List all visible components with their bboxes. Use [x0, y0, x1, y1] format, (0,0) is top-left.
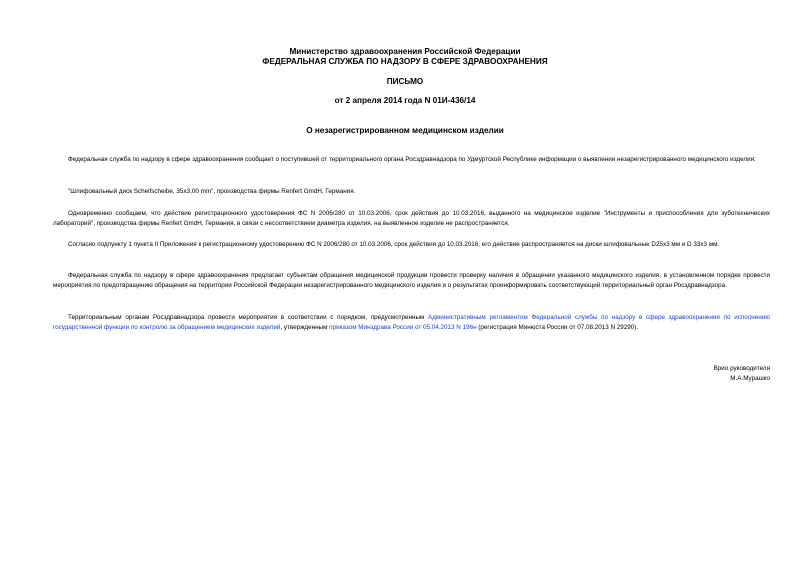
document-subject: О незарегистрированном медицинском изделии	[306, 126, 504, 135]
paragraph-3: Одновременно сообщаем, что действие регистрационного удостоверения ФС N 2006/280 от 10.03.2006, срок действия до 10.03.2016, выданного на медицинское изделие "Инструменты и приспособления для зуботехнических лабораторий", производства фирмы Renfert GmdH, Германия, в связи с несоответствием диаметра изделия, на выявленное изделие не распространяется.	[53, 210, 770, 228]
regulation-link[interactable]: Административным регламентом Федеральной службы по надзору в сфере здравоохранения по исполнению государственной функции по контролю за обращением медицинских изделий	[53, 314, 770, 332]
ministry-name: Министерство здравоохранения Российской Федерации	[289, 47, 521, 56]
paragraph-6	[53, 313, 770, 334]
paragraph-6-text-3: (регистрация Минюста России от 07.08.2013 N 29290).	[476, 324, 639, 332]
document-header	[40, 47, 770, 67]
order-link[interactable]: приказом Минздрава России от 05.04.2013 N 196н	[329, 324, 477, 332]
document-type: ПИСЬМО	[386, 77, 424, 86]
paragraph-1: Федеральная служба по надзору в сфере здравоохранения сообщает о поступившей от территориального органа Росздравнадзора по Удмуртской Республике информации о выявлении незарегистрированного медицинского изделия:	[68, 156, 756, 163]
paragraph-6-text-1: Территориальным органам Росздравнадзора провести мероприятия в соответствии с порядком, предусмотренным	[68, 314, 429, 321]
paragraph-6-text-2: , утвержденным	[280, 324, 330, 332]
service-name: ФЕДЕРАЛЬНАЯ СЛУЖБА ПО НАДЗОРУ В СФЕРЕ ЗДРАВООХРАНЕНИЯ	[262, 57, 548, 66]
paragraph-2: "Шлифовальный диск Scheifscheibe, 35х3,00 mm", производства фирмы Renfert GmdH, Германия.	[68, 188, 356, 195]
paragraph-4: Согласно подпункту 1 пункта II Приложения к регистрационному удостоверению ФС N 2006/280 от 10.03.2006, срок действия до 10.03.2016, его действие распространяется на диски шлифовальные D25x3 мм и D 33x3 мм.	[68, 241, 720, 248]
document-date-number: от 2 апреля 2014 года N 01И-436/14	[334, 96, 476, 105]
signatory-name: М.А.Мурашко	[730, 375, 770, 382]
signatory-position: Врио руководителя	[713, 365, 770, 372]
signature-block	[714, 364, 770, 384]
paragraph-5: Федеральная служба по надзору в сфере здравоохранения предлагает субъектам обращения медицинской продукции провести проверку наличия в обращении указанного медицинского изделия, в установленном порядке провести мероприятия по предотвращению обращения на территории Российской Федерации незарегистрированного медицинского изделия и о результатах проинформировать соответствующий территориальный орган Росздравнадзора.	[53, 272, 770, 290]
